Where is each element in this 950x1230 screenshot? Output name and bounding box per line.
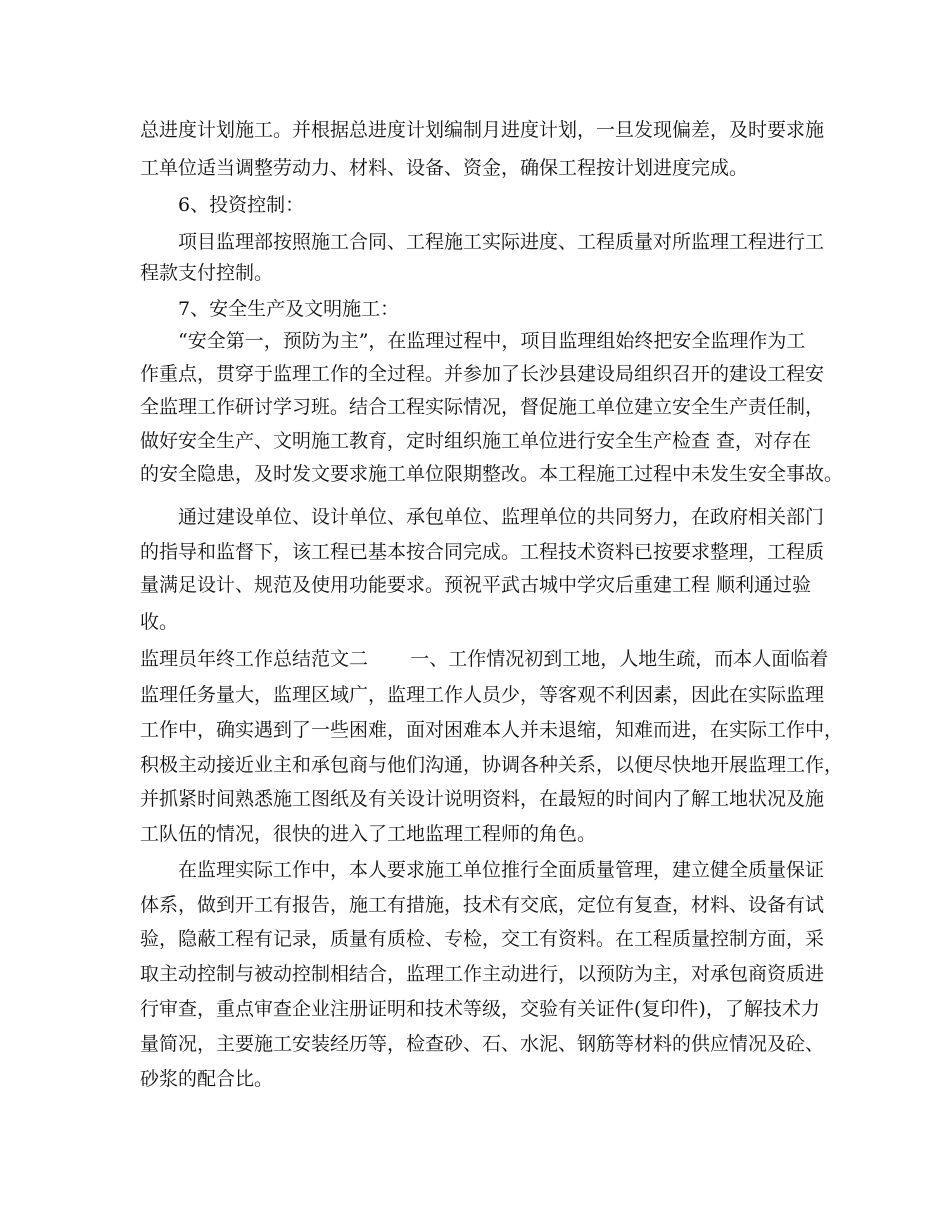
text-line: 积极主动接近业主和承包商与他们沟通，协调各种关系，以便尽快地开展监理工作， <box>140 754 844 776</box>
text-line: 总进度计划施工。并根据总进度计划编制月进度计划，一旦发现偏差，及时要求施 <box>140 119 825 141</box>
text-line: 并抓紧时间熟悉施工图纸及有关设计说明资料，在最短的时间内了解工地状况及施 <box>140 788 825 810</box>
section-title-line: 监理员年终工作总结范文二 一、工作情况初到工地，人地生疏，而本人面临着 <box>140 648 829 670</box>
text-line: 监理任务量大，监理区域广，监理工作人员少，等客观不利因素，因此在实际监理 <box>140 684 825 706</box>
text-line: 工队伍的情况，很快的进入了工地监理工程师的角色。 <box>140 823 597 845</box>
text-line: 全监理工作研讨学习班。结合工程实际情况，督促施工单位建立安全生产责任制， <box>140 396 825 418</box>
text-line: 工单位适当调整劳动力、材料、设备、资金，确保工程按计划进度完成。 <box>140 157 749 179</box>
text-line: 验，隐蔽工程有记录，质量有质检、专检，交工有资料。在工程质量控制方面，采 <box>140 928 825 950</box>
text-line: 的指导和监督下，该工程已基本按合同完成。工程技术资料已按要求整理，工程质 <box>140 541 825 563</box>
text-line: 体系，做到开工有报告，施工有措施，技术有交底，定位有复查，材料、设备有试 <box>140 894 825 916</box>
text-line: 的安全隐患，及时发文要求施工单位限期整改。本工程施工过程中未发生安全事故。 <box>140 463 844 485</box>
text-line: 作重点，贯穿于监理工作的全过程。并参加了长沙县建设局组织召开的建设工程安 <box>140 363 825 385</box>
text-line: 程款支付控制。 <box>140 262 274 284</box>
section-heading: 7、安全生产及文明施工： <box>178 298 400 320</box>
text-line: 在监理实际工作中，本人要求施工单位推行全面质量管理，建立健全质量保证 <box>178 859 825 881</box>
text-line: 量满足设计、规范及使用功能要求。预祝平武古城中学灾后重建工程 顺利通过验 <box>140 574 812 596</box>
text-line: 工作中，确实遇到了一些困难，面对困难本人并未退缩，知难而进，在实际工作中， <box>140 719 844 741</box>
text-line: 取主动控制与被动控制相结合，监理工作主动进行，以预防为主，对承包商资质进 <box>140 963 825 985</box>
text-line: “安全第一，预防为主”，在监理过程中，项目监理组始终把安全监理作为工 <box>178 330 806 352</box>
text-line: 收。 <box>140 611 179 633</box>
text-line: 量简况，主要施工安装经历等，检查砂、石、水泥、钢筋等材料的供应情况及砼、 <box>140 1033 825 1055</box>
text-line: 通过建设单位、设计单位、承包单位、监理单位的共同努力，在政府相关部门 <box>178 506 825 528</box>
text-line: 做好安全生产、文明施工教育，定时组织施工单位进行安全生产检查 查，对存在 <box>140 430 812 452</box>
text-line: 砂浆的配合比。 <box>140 1068 274 1090</box>
section-heading: 6、投资控制： <box>178 194 305 216</box>
text-line: 行审查，重点审查企业注册证明和技术等级，交验有关证件(复印件)，了解技术力 <box>140 998 820 1020</box>
text-line: 项目监理部按照施工合同、工程施工实际进度、工程质量对所监理工程进行工 <box>178 231 825 253</box>
